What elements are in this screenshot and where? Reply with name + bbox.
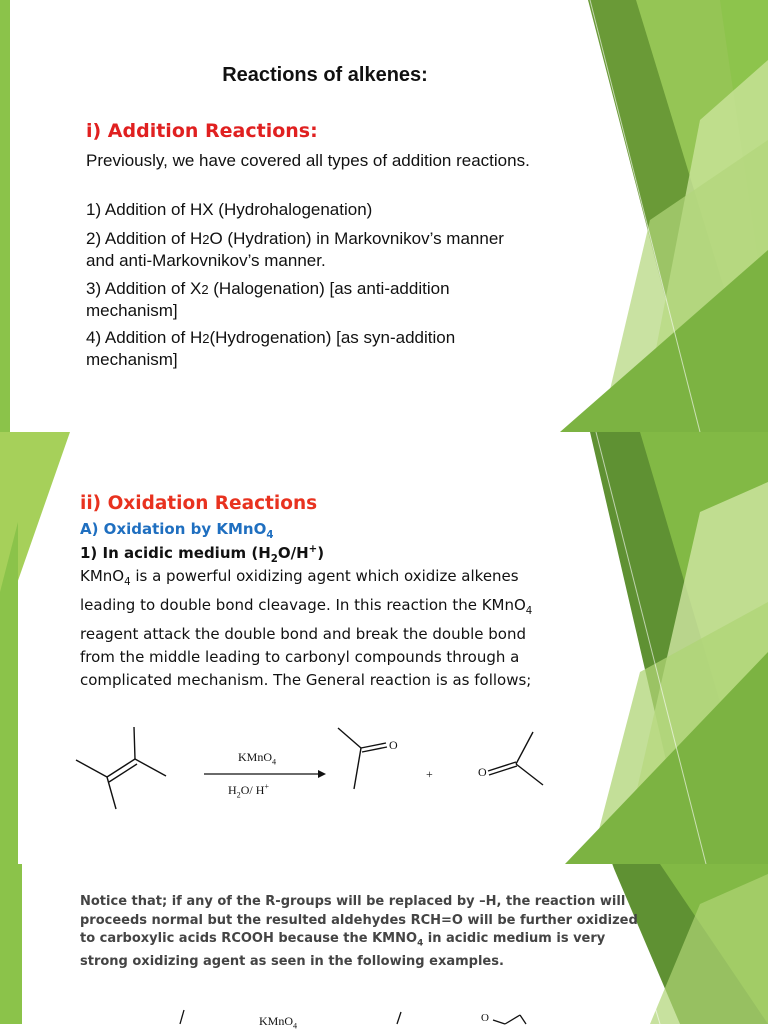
list-item-text: (Hydrogenation) [as syn-addition mechanism] [86, 328, 456, 369]
slide-aldehyde-note [0, 864, 768, 1030]
list-item-subscript: 2 [202, 331, 210, 346]
ketone-structure-2 [488, 732, 543, 785]
medium-heading-text: O/H [277, 544, 309, 562]
intro-text: Previously, we have covered all types of addition reactions. [86, 151, 530, 170]
plus-sign: + [426, 767, 433, 781]
medium-heading-text: ) [317, 544, 325, 562]
note-subscript: 4 [417, 938, 424, 949]
list-item-text: 4) Addition of H [86, 328, 203, 347]
list-item [86, 327, 536, 370]
sub-heading-text: A) Oxidation by KMnO [80, 520, 267, 538]
reagent-text: KMnO [259, 1014, 294, 1028]
reaction-scheme [0, 432, 768, 864]
example-reaction-partial [0, 864, 768, 1024]
oxygen-label: O [478, 765, 487, 779]
body-text: KMnO [80, 567, 125, 585]
note-text: Notice that; if any of the R-groups will be replaced by –H, the reaction will proceeds normal but the resulted aldehydes RCH=O will be further oxidized to carboxylic acids RCOOH because the KMNO [80, 894, 638, 946]
medium-heading-text: 1) In acidic medium (H [80, 544, 271, 562]
medium-heading-superscript: + [308, 544, 318, 555]
reagent-label [238, 750, 276, 766]
list-item-text: 1) Addition of HX (Hydrohalogenation) [86, 200, 373, 219]
ketone-structure-1 [338, 728, 387, 789]
body-text: reagent attack the double bond and break the double bond from the middle leading to carbonyl compounds through a complicated mechanism. The General reaction is as follows; [80, 625, 532, 689]
arrowhead [318, 770, 326, 778]
list-item-text: O (Hydration) in Markovnikov’s manner and anti-Markovnikov’s manner. [86, 229, 504, 270]
reagent-subscript: 4 [293, 1021, 298, 1030]
oxygen-label: O [389, 738, 398, 752]
note-text: in acidic medium is very strong oxidizing agent as seen in the following examples. [80, 931, 606, 970]
body-subscript: 4 [124, 577, 131, 588]
medium-heading-subscript: 2 [270, 554, 278, 565]
reagent-subscript: 4 [272, 757, 277, 767]
condition-text: O/ H [240, 783, 265, 797]
condition-label [228, 782, 269, 799]
section-heading: i) Addition Reactions: [86, 120, 318, 142]
reagent-text: KMnO [238, 750, 273, 764]
list-item [86, 199, 536, 220]
condition-superscript: + [264, 782, 270, 791]
section-heading: ii) Oxidation Reactions [80, 493, 318, 514]
list-item-subscript: 2 [202, 232, 210, 247]
list-item [86, 278, 536, 321]
list-item-text: 2) Addition of H [86, 229, 203, 248]
list-item-subscript: 2 [201, 282, 209, 297]
reagent-label [259, 1014, 297, 1030]
body-subscript: 4 [525, 606, 533, 617]
oxygen-label: O [481, 1012, 489, 1024]
condition-text: H [228, 783, 237, 797]
list-item [86, 228, 536, 271]
slide-addition-reactions [0, 0, 768, 432]
sub-heading-subscript: 4 [266, 530, 274, 541]
condition-subscript: 2 [236, 790, 241, 800]
alkene-structure [76, 727, 166, 809]
slide-title: Reactions of alkenes: [222, 64, 428, 86]
list-item-text: 3) Addition of X [86, 279, 202, 298]
slide-oxidation-reactions [0, 432, 768, 864]
list-item-text: (Halogenation) [as anti-addition mechanism] [86, 279, 450, 320]
body-text: is a powerful oxidizing agent which oxidize alkenes leading to double bond cleavage. In this reaction the KMnO [80, 567, 526, 614]
